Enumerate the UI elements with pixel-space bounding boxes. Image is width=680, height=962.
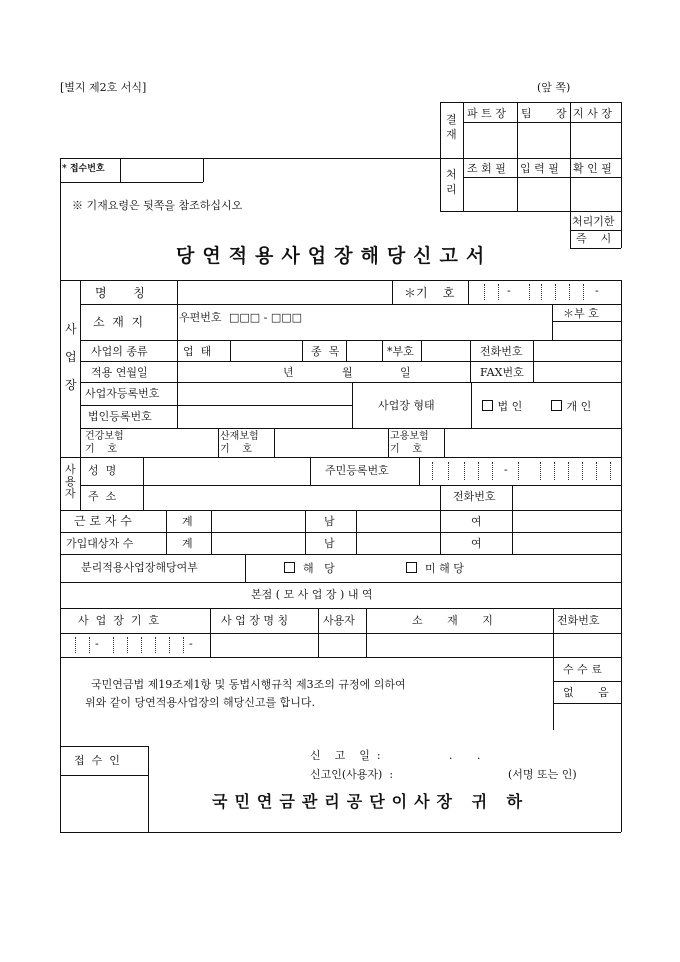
business-name-label: 명 칭 <box>95 286 145 300</box>
accident-insurance-field[interactable] <box>275 429 387 456</box>
worker-female-field[interactable] <box>513 511 620 531</box>
accident-insurance-label: 산재보험 기 호 <box>220 431 259 455</box>
instruction-note: ※ 기재요령은 뒷쪽을 참조하십시오 <box>72 199 243 212</box>
fax-label: FAX번호 <box>480 366 524 379</box>
receiver-label: 접 수 인 <box>74 754 120 767</box>
page-side-label: (앞 쪽) <box>537 81 571 94</box>
business-reg-number-label: 사업자등록번호 <box>85 387 160 400</box>
business-group-label: 사 업 장 <box>65 322 77 392</box>
form-number-label: [별지 제2호 서식] <box>60 81 147 94</box>
deadline-value: 즉 시 <box>576 232 612 245</box>
approval-col-branch-head: 지 사 장 <box>573 107 612 120</box>
apply-year-unit: 년 <box>283 366 294 379</box>
corp-reg-number-label: 법인등록번호 <box>88 410 152 423</box>
employer-name-label: 성 명 <box>88 464 117 477</box>
signature-label[interactable]: (서명 또는 인) <box>508 768 577 781</box>
item-field[interactable] <box>347 341 381 360</box>
member-count-label: 가입대상자 수 <box>66 537 134 550</box>
head-office-employer-field[interactable] <box>319 634 365 656</box>
separate-yes-label: 해 당 <box>303 562 335 575</box>
member-male-label: 남 <box>324 537 335 550</box>
separate-site-label: 분리적용사업장해당여부 <box>81 561 198 574</box>
industry-label: 업 태 <box>183 345 212 358</box>
statement-line-2: 위와 같이 당연적용사업장의 해당신고를 합니다. <box>85 696 316 709</box>
corp-option-label: 법 인 <box>497 400 523 413</box>
head-office-col-code: 사 업 장 기 호 <box>78 614 160 627</box>
business-name-field[interactable] <box>178 281 391 303</box>
worker-total-field[interactable] <box>212 511 304 531</box>
worker-female-label: 여 <box>471 515 482 528</box>
approval-col-team-chief: 장 <box>556 107 567 120</box>
employment-insurance-field[interactable] <box>445 429 620 456</box>
document-title: 당연적용사업장해당신고서 <box>176 245 493 267</box>
postal-code-label: 우편번호 <box>179 311 222 324</box>
employer-rrn-field[interactable]: - <box>420 458 620 484</box>
reporter-label: 신고인(사용자) : <box>310 768 394 781</box>
business-type-label: 사업의 종류 <box>91 345 148 358</box>
corp-checkbox[interactable] <box>482 400 493 411</box>
head-office-name-field[interactable] <box>211 634 317 656</box>
head-office-phone-field[interactable] <box>554 634 620 656</box>
separate-no-checkbox[interactable] <box>406 562 417 573</box>
approval-col-team: 팀 <box>521 107 532 120</box>
head-office-col-address: 소 재 지 <box>412 614 493 627</box>
separate-yes-checkbox[interactable] <box>284 562 295 573</box>
statement-line-1: 국민연금법 제19조제1항 및 동법시행규칙 제3조의 규정에 의하여 <box>91 678 406 691</box>
member-female-label: 여 <box>471 537 482 550</box>
employer-name-field[interactable] <box>144 458 309 484</box>
head-office-address-field[interactable] <box>367 634 552 656</box>
separate-no-label: 미 해 당 <box>425 562 464 575</box>
employer-address-label: 주 소 <box>88 490 117 503</box>
separate-yes-option[interactable] <box>284 562 335 574</box>
apply-date-label: 적용 연월일 <box>91 366 148 379</box>
employer-address-field[interactable] <box>144 486 439 509</box>
approval-col-confirm: 확 인 필 <box>573 162 612 175</box>
business-phone-field[interactable] <box>534 341 620 360</box>
business-reg-number-field[interactable] <box>178 383 351 404</box>
report-date-value[interactable]: . . <box>449 749 481 762</box>
report-date-label: 신 고 일 : <box>310 749 381 762</box>
approval-col-input: 입 력 필 <box>520 162 559 175</box>
deadline-label: 처리기한 <box>572 215 615 228</box>
fax-field[interactable] <box>534 362 620 381</box>
individual-option[interactable] <box>551 400 591 412</box>
head-office-col-name: 사 업 장 명 칭 <box>221 614 289 627</box>
member-total-label: 계 <box>182 537 193 550</box>
employer-phone-label: 전화번호 <box>453 490 496 503</box>
worker-male-label: 남 <box>324 515 335 528</box>
industry-field[interactable] <box>231 341 301 360</box>
business-code-label: ＊기 호 <box>404 286 455 300</box>
corp-option[interactable] <box>482 400 522 412</box>
employer-phone-field[interactable] <box>513 486 620 509</box>
approval-col-part-leader: 파 트 장 <box>467 107 506 120</box>
business-form-label: 사업장 형태 <box>378 399 435 412</box>
health-insurance-field[interactable] <box>178 429 217 456</box>
fee-label: 수 수 료 <box>563 663 602 676</box>
fee-value: 없 음 <box>563 686 609 699</box>
individual-option-label: 개 인 <box>566 400 592 413</box>
employment-insurance-label: 고용보험 기 호 <box>390 431 429 455</box>
separate-no-option[interactable] <box>406 562 464 574</box>
head-office-title: 본점 ( 모 사 업 장 ) 내 역 <box>251 588 373 601</box>
sub-code-label: ＊부 호 <box>563 307 599 320</box>
health-insurance-label: 건강보험 기 호 <box>85 431 124 455</box>
receipt-number-label: * 접수번호 <box>62 164 105 174</box>
individual-checkbox[interactable] <box>551 400 562 411</box>
member-total-field[interactable] <box>212 533 304 553</box>
postal-code-boxes[interactable]: □□□ - □□□ <box>229 311 303 324</box>
receipt-number-field[interactable] <box>121 159 202 181</box>
member-female-field[interactable] <box>513 533 620 553</box>
corp-reg-number-field[interactable] <box>178 406 351 427</box>
member-male-field[interactable] <box>357 533 439 553</box>
approval-label: 결 재 <box>446 113 457 141</box>
receiver-stamp-field[interactable] <box>61 776 147 831</box>
head-office-code-field[interactable]: - - <box>61 634 209 656</box>
approval-col-inquiry: 조 회 필 <box>467 162 506 175</box>
employer-rrn-label: 주민등록번호 <box>325 464 389 477</box>
apply-month-unit: 월 <box>342 366 353 379</box>
employer-group-label: 사 용 자 <box>65 463 76 500</box>
head-office-col-phone: 전화번호 <box>557 614 600 627</box>
business-code-field[interactable]: - - <box>469 281 620 303</box>
apply-day-unit: 일 <box>400 366 411 379</box>
processing-label: 처 리 <box>446 168 457 196</box>
business-address-field[interactable] <box>178 324 551 339</box>
worker-total-label: 계 <box>182 515 193 528</box>
business-address-label: 소 재 지 <box>93 315 144 329</box>
business-phone-label: 전화번호 <box>480 345 523 358</box>
worker-count-label: 근 로 자 수 <box>74 514 132 528</box>
item-label: 종 목 <box>311 345 340 358</box>
head-office-col-employer: 사용자 <box>323 614 355 627</box>
worker-male-field[interactable] <box>357 511 439 531</box>
sub-mark-label: *부호 <box>387 345 414 358</box>
addressee: 국민연금관리공단이사장 귀 하 <box>212 792 530 811</box>
